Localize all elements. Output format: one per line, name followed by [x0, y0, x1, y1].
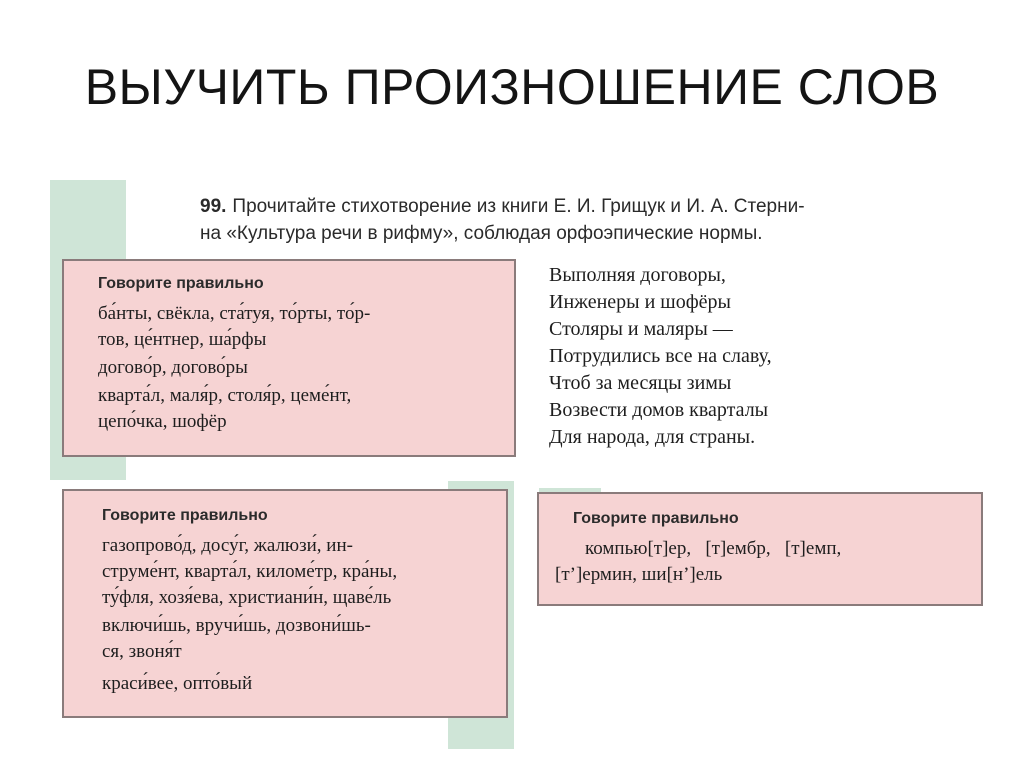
poem	[549, 262, 772, 451]
poem-line: Возвести домов кварталы	[549, 399, 769, 421]
rule-box-1-line: догово́р, догово́ры	[98, 357, 248, 378]
rule-box-2-line: ся, звоня́т	[102, 641, 182, 662]
rule-box-3	[537, 492, 983, 606]
rule-box-1-heading: Говорите правильно	[98, 275, 264, 292]
exercise-line-2: на «Культура речи в рифму», соблюдая орфоэпические нормы.	[200, 223, 763, 244]
exercise-line-1	[200, 193, 980, 220]
poem-line: Инженеры и шофёры	[549, 291, 731, 313]
rule-box-2-heading: Говорите правильно	[102, 507, 268, 524]
rule-box-2-line: газопрово́д, досу́г, жалюзи́, ин-	[102, 535, 353, 556]
poem-line: Потрудились все на славу,	[549, 345, 772, 367]
poem-line: Для народа, для страны.	[549, 426, 756, 448]
rule-box-1-line: ба́нты, свёкла, ста́туя, то́рты, то́р-	[98, 303, 371, 324]
rule-box-1-line: тов, це́нтнер, ша́рфы	[98, 329, 267, 350]
poem-line: Выполняя договоры,	[549, 264, 726, 286]
rule-box-2-line: включи́шь, вручи́шь, дозвони́шь-	[102, 615, 371, 636]
slide-title: ВЫУЧИТЬ ПРОИЗНОШЕНИЕ СЛОВ	[84, 59, 940, 115]
rule-box-2-line: краси́вее, опто́вый	[102, 673, 253, 694]
exercise-number: 99.	[200, 196, 227, 217]
rule-box-3-heading: Говорите правильно	[573, 510, 739, 527]
rule-box-1-line: кварта́л, маля́р, столя́р, цеме́нт,	[98, 385, 352, 406]
exercise-text	[200, 193, 980, 247]
poem-line: Столяры и маляры —	[549, 318, 733, 340]
rule-box-3-line: компью[т]ер, [т]ембр, [т]емп,	[585, 538, 842, 559]
rule-box-2	[62, 489, 508, 718]
rule-box-1	[62, 259, 516, 457]
poem-line: Чтоб за месяцы зимы	[549, 372, 732, 394]
rule-box-1-line: цепо́чка, шофёр	[98, 411, 227, 432]
rule-box-2-line: ту́фля, хозя́ева, христиани́н, щаве́ль	[102, 587, 392, 608]
rule-box-3-line: [т’]ермин, ши[н’]ель	[555, 564, 723, 585]
exercise-line-1-text: Прочитайте стихотворение из книги Е. И. Грищук и И. А. Стерни-	[232, 196, 805, 217]
rule-box-2-line: струме́нт, кварта́л, киломе́тр, кра́ны,	[102, 561, 398, 582]
